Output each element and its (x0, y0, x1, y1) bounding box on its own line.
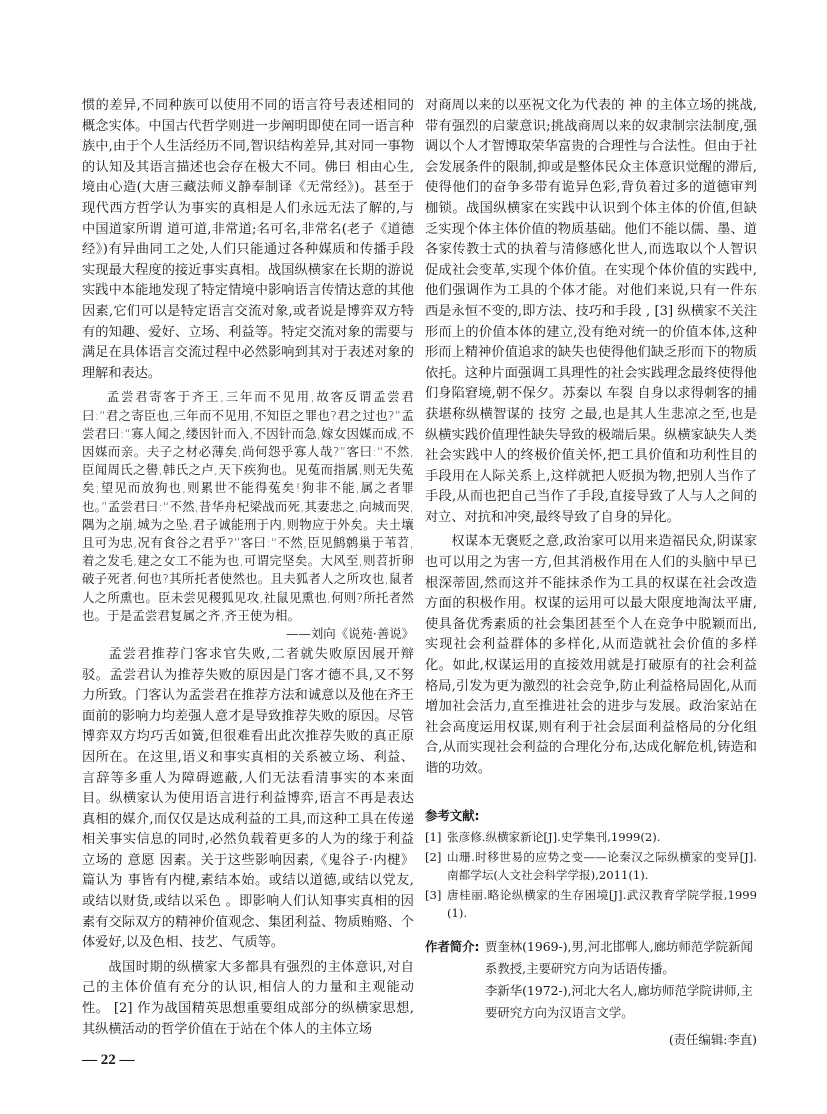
reference-number: [1] (425, 829, 442, 844)
paragraph: 对商周以来的以巫祝文化为代表的 神 的主体立场的挑战,带有强烈的启蒙意识;挑战商周以来的奴隶制宗法制度,强调以个人才智博取荣华富贵的合理性与合法性。但由于社会发展条件的限制,抑或是整体民众主体意识觉醒的滞后,使得他们的奋争多带有诡异色彩,背负着过多的道德审判枷锁。战国纵横家在实践中认识到个体主体的价值,但缺乏实现个体主体价值的物质基础。他们不能以儒、墨、道各家传教士式的执着与清修感化世人,而选取以个人智识促成社会变革,实现个体价值。在实现个体价值的实践中,他们强调作为工具的个体才能。对他们来说,只有一件东西是永恒不变的,即方法、技巧和手段 , [3] 纵横家不关注形而上的价值本体的建立,没有绝对统一的价值本体,这种形而上精神价值追求的缺失也使得他们缺乏形而下的物质依托。这种片面强调工具理性的社会实践理念最终使得他们身陷窘境,朝不保夕。苏秦以 车裂 自身以求得刺客的捕获堪称纵横智谋的 技穷 之最,也是其人生悲凉之至,也是纵横实践价值理性缺失导致的极端后果。纵横家缺失人类社会实践中人的终极价值关怀,把工具价值和功利性目的手段用在人际关系上,这样就把人贬损为物,把别人当作了手段,从而也把自己当作了手段,直接导致了人与人之间的对立、对抗和冲突,最终导致了自身的异化。 (425, 98, 757, 525)
reference-text: 山珊.时移世易的应势之变——论秦汉之际纵横家的变异[J].南都学坛(人文社会科学学报),2011(1). (447, 849, 757, 882)
reference-item (425, 886, 757, 922)
reference-text: 唐桂丽.略论纵横家的生存困境[J].武汉教育学院学报,1999(1). (447, 887, 757, 920)
reference-item (425, 848, 757, 884)
right-column (425, 96, 757, 1048)
paragraph: 权谋本无褒贬之意,政治家可以用来造福民众,阴谋家也可以用之为害一方,但其消极作用在人们的头脑中早已根深蒂固,然而这并不能抹杀作为工具的权谋在社会改造方面的积极作用。权谋的运用可以最大限度地淘汰平庸,使具备优秀素质的社会集团甚至个人在竞争中脱颖而出,实现社会利益群体的多样化,从而造就社会价值的多样化。如此,权谋运用的直接效用就是打破原有的社会利益格局,引发为更为激烈的社会竞争,防止利益格局固化,从而增加社会活力,直至推进社会的进步与发展。政治家站在社会高度运用权谋,则有利于社会层面利益格局的分化组合,从而实现社会利益的合理化分布,达成化解危机,铸造和谐的功效。 (425, 534, 757, 776)
paragraph: 战国时期的纵横家大多都具有强烈的主体意识,对自己的主体价值有充分的认识,相信人的力量和主观能动性。 [2] 作为战国精英思想重要组成部分的纵横家思想,其纵横活动的哲学价值在于站在个体人的主体立场 (82, 959, 414, 1037)
references-title: 参考文献: (425, 807, 480, 823)
paragraph: 惯的差异,不同种族可以使用不同的语言符号表述相同的概念实体。中国古代哲学则进一步阐明即使在同一语言种族中,由于个人生活经历不同,智识结构差异,其对同一事物的认知及其语言描述也会存在极大不同。佛曰 相由心生,境由心造(大唐三藏法师义静奉制译《无常经》)。甚至于现代西方哲学认为事实的真相是人们永远无法了解的,与中国道家所谓 道可道,非常道;名可名,非常名(老子《道德经》)有异曲同工之处,人们只能通过各种媒质和传播手段实现最大程度的接近事实真相。战国纵横家在长期的游说实践中本能地发现了特定情境中影响语言传情达意的其他因素,它们可以是特定语言交流对象,或者说是博弈双方特有的知趣、爱好、立场、利益等。特定交流对象的需要与满足在具体语言交流过程中必然影响到其对于表述对象的理解和表达。 (82, 98, 414, 381)
author-details (485, 936, 757, 1024)
author-info (425, 936, 757, 1024)
reference-text: 张彦修.纵横家新论[J].史学集刊,1999(2). (447, 829, 661, 844)
author-label: 作者简介: (425, 938, 480, 954)
author-entry: 李新华(1972-),河北大名人,廊坊师范学院讲师,主要研究方向为汉语言文学。 (485, 982, 753, 1020)
left-column (82, 96, 414, 1040)
author-entry: 贾奎林(1969-),男,河北邯郸人,廊坊师范学院新闻系教授,主要研究方向为话语传播。 (485, 938, 753, 976)
reference-item (425, 828, 757, 846)
page-number: — 22 — (82, 1052, 135, 1068)
block-quote: 孟尝君寄客于齐王,三年而不见用,故客反谓孟尝君曰:“君之寄臣也,三年而不见用,不知臣之罪也?君之过也?”孟尝君曰:“寡人闻之,缕因针而入,不因针而急,嫁女因媒而成,不因媒而亲。夫子之材必薄矣,尚何怨乎寡人哉?”客曰:“不然,臣闻周氏之嚳,韩氏之卢,天下疾狗也。见菟而指属,则无失菟矣;望见而放狗也,则累世不能得菟矣!狗非不能,属之者罪也。”孟尝君曰:“不然,昔华舟杞梁战而死,其妻悲之,向城而哭,隅为之崩,城为之坠,君子诚能刑于内,则物应于外矣。夫土壤且可为忠,况有食谷之君乎?”客曰:“不然,臣见鹪鹩巢于苇苕,着之发毛,建之女工不能为也,可谓完坚矣。大风至,则苕折卵破子死者,何也?其所托者使然也。且夫狐者人之所攻也,鼠者人之所熏也。臣未尝见稷狐见攻,社鼠见熏也,何则?所托者然也。于是孟尝君复属之齐,齐王使为相。 (82, 389, 414, 623)
reference-number: [2] (425, 849, 442, 864)
responsible-editor: (责任编辑:李直) (668, 1031, 757, 1047)
reference-number: [3] (425, 887, 442, 902)
paragraph: 孟尝君推荐门客求官失败,二者就失败原因展开辩驳。孟尝君认为推荐失败的原因是门客才德不具,又不努力所致。门客认为孟尝君在推荐方法和诚意以及他在齐王面前的影响力均差强人意才是导致推荐失败的原因。尽管博弈双方均巧舌如簧,但很难看出此次推荐失败的真正原因所在。在这里,语义和事实真相的关系被立场、利益、言辞等多重人为障碍遮蔽,人们无法看清事实的本来面目。纵横家认为使用语言进行利益博弈,语言不再是表达真相的媒介,而仅仅是达成利益的工具,而这种工具在传递相关事实信息的同时,必然负载着更多的人为的缘于利益立场的 意愿 因素。关于这些影响因素,《鬼谷子·内楗》篇认为 事皆有内楗,素结本始。或结以道德,或结以党友,或结以财货,或结以采色 。即影响人们认知事实真相的因素有交际双方的精神价值观念、集团利益、物质贿赂、个体爱好,以及色相、技艺、气质等。 (82, 646, 414, 951)
references-section (425, 806, 757, 922)
quote-source: ——刘向《说苑·善说》 (286, 625, 414, 641)
